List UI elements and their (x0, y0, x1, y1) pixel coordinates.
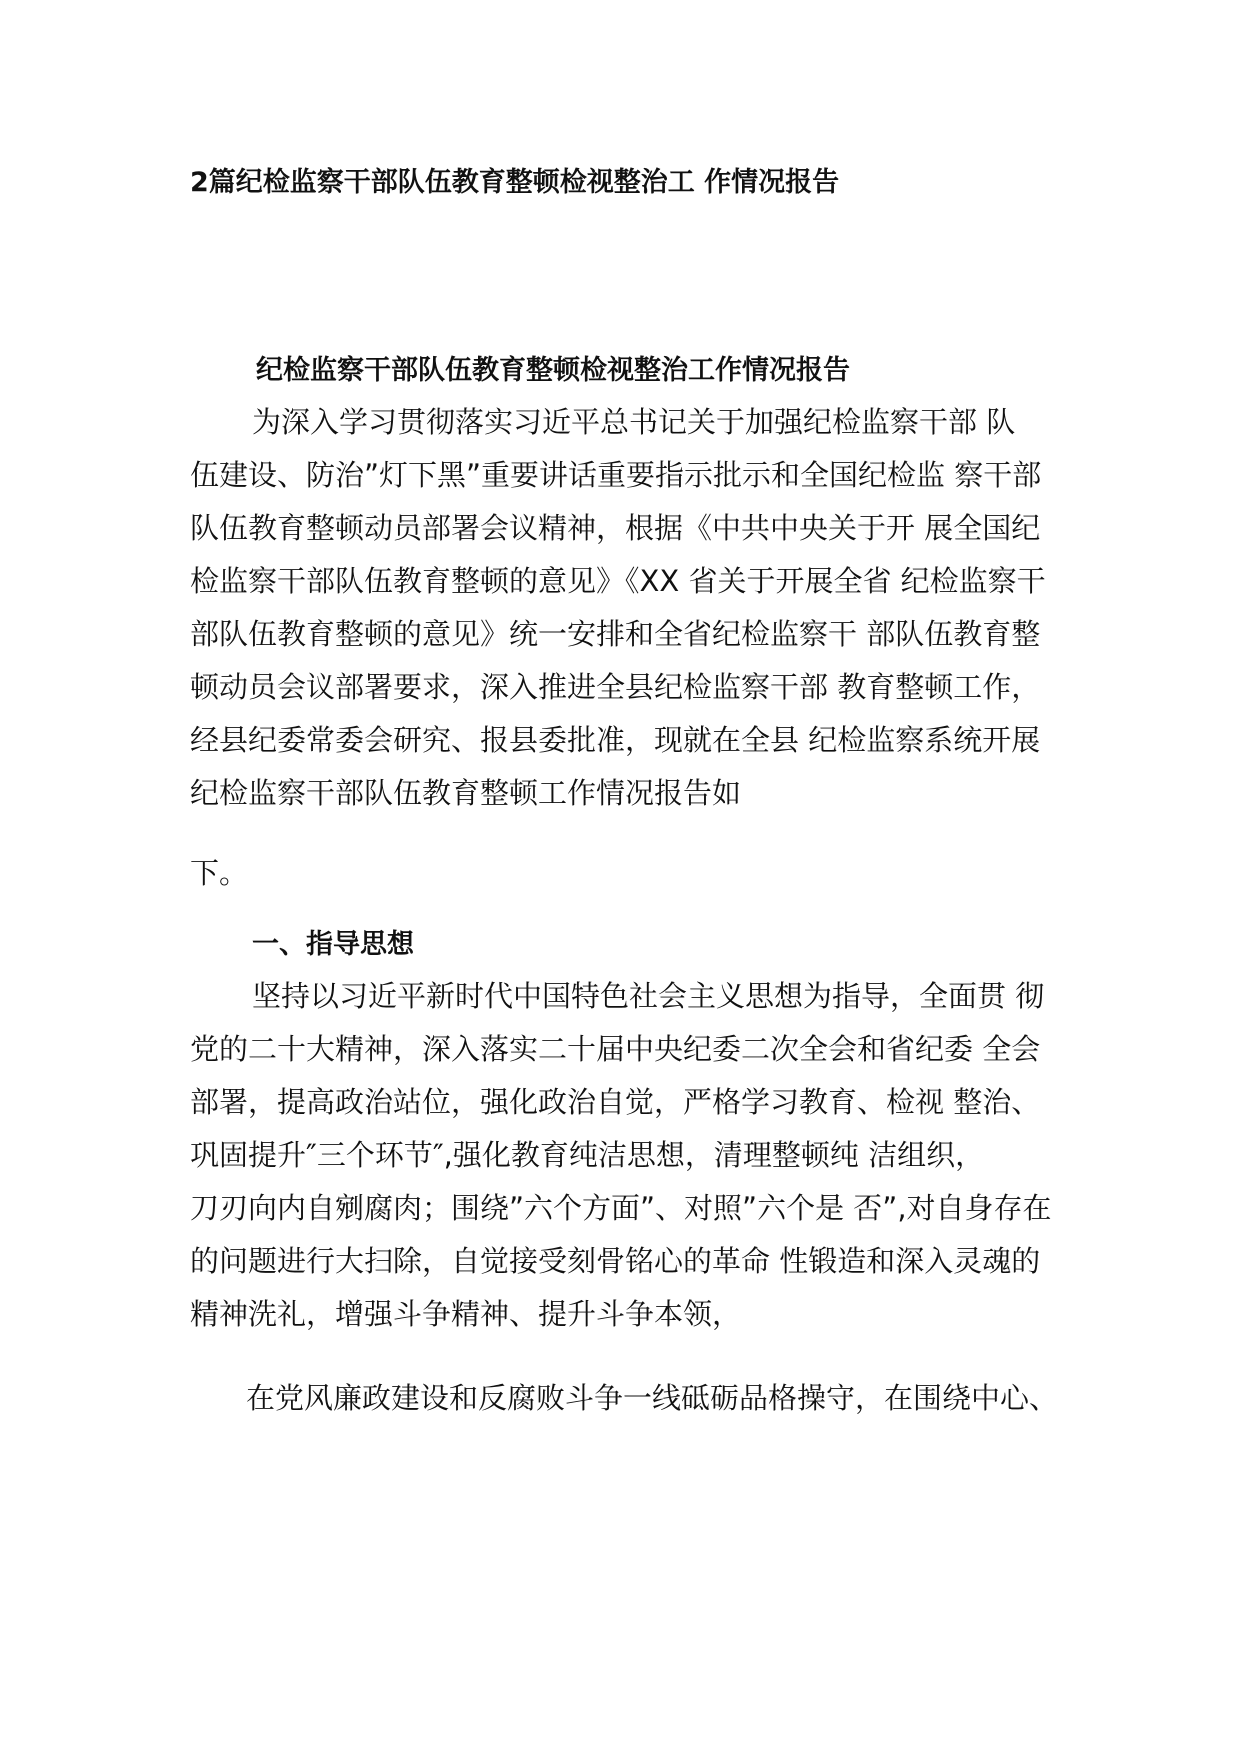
section-line: 的问题进行大扫除，自觉接受刻骨铭心的革命 性锻造和深入灵魂的 (190, 1244, 1041, 1278)
intro-line: 顿动员会议部署要求，深入推进全县纪检监察干部 教育整顿工作， (190, 670, 1041, 704)
closing-line: 在党风廉政建设和反腐败斗争一线砥砺品格操守，在围绕中心、 (246, 1381, 1059, 1415)
intro-line: 为深入学习贯彻落实习近平总书记关于加强纪检监察干部 队 (252, 405, 1016, 439)
section-line: 部署，提高政治站位，强化政治自觉，严格学习教育、检视 整治、 (190, 1085, 1041, 1119)
section-line: 刀刃向内自剜腐肉；围绕”六个方面”、对照”六个是 否”,对自身存在 (190, 1191, 1052, 1225)
intro-line-tail: 下。 (190, 856, 249, 890)
intro-line: 伍建设、防治”灯下黑”重要讲话重要指示批示和全国纪检监 察干部 (190, 458, 1042, 492)
intro-line: 队伍教育整顿动员部署会议精神，根据《中共中央关于开 展全国纪 (190, 511, 1041, 545)
section-line: 巩固提升″三个环节″,强化教育纯洁思想，清理整顿纯 洁组织， (190, 1138, 985, 1172)
report-heading: 纪检监察干部队伍教育整顿检视整治工作情况报告 (256, 355, 850, 386)
intro-line: 经县纪委常委会研究、报县委批准，现就在全县 纪检监察系统开展 (190, 723, 1041, 757)
section-line: 精神洗礼，增强斗争精神、提升斗争本领， (190, 1297, 742, 1331)
document-title: 2篇纪检监察干部队伍教育整顿检视整治工 作情况报告 (190, 167, 840, 198)
intro-line: 纪检监察干部队伍教育整顿工作情况报告如 (190, 776, 742, 810)
intro-line: 检监察干部队伍教育整顿的意见》《XX 省关于开展全省 纪检监察干 (190, 564, 1046, 598)
intro-line: 部队伍教育整顿的意见》统一安排和全省纪检监察干 部队伍教育整 (190, 617, 1041, 651)
section-line: 党的二十大精神，深入落实二十届中央纪委二次全会和省纪委 全会 (190, 1032, 1041, 1066)
section-heading: 一、指导思想 (252, 929, 414, 960)
section-line: 坚持以习近平新时代中国特色社会主义思想为指导，全面贯 彻 (252, 979, 1045, 1013)
